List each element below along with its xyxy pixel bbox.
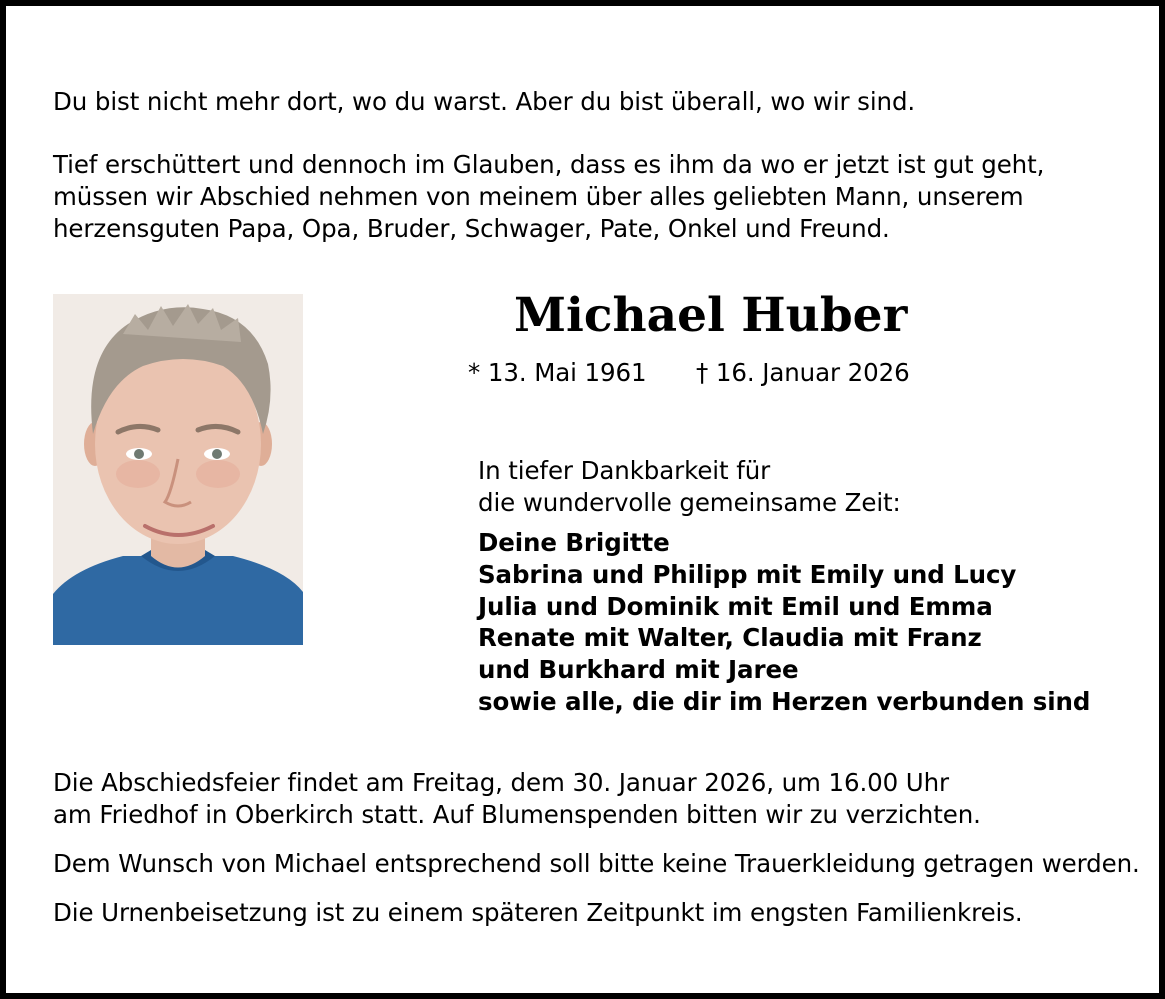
birth-date: * 13. Mai 1961 [468,358,647,387]
gratitude-line-2: die wundervolle gemeinsame Zeit: [478,488,901,517]
death-date: † 16. Januar 2026 [696,358,910,387]
burial-line: Die Urnenbeisetzung ist zu einem späteren Zeitpunkt im engsten Familienkreis. [53,898,1023,927]
ceremony-line-2: am Friedhof in Oberkirch statt. Auf Blumenspenden bitten wir zu verzichten. [53,800,981,829]
mourner-line: Julia und Dominik mit Emil und Emma [478,592,993,621]
wish-line: Dem Wunsch von Michael entsprechend soll bitte keine Trauerkleidung getragen werden. [53,849,1140,878]
quote: Du bist nicht mehr dort, wo du warst. Aber du bist überall, wo wir sind. [53,87,916,116]
ceremony-line-1: Die Abschiedsfeier findet am Freitag, dem 30. Januar 2026, um 16.00 Uhr [53,768,950,797]
portrait-illustration [53,294,303,645]
mourner-line: sowie alle, die dir im Herzen verbunden sind [478,687,1091,716]
deceased-name: Michael Huber [514,288,908,343]
portrait-photo [53,294,303,645]
mourner-line: Sabrina und Philipp mit Emily und Lucy [478,560,1017,589]
intro-line-2: müssen wir Abschied nehmen von meinem über alles geliebten Mann, unserem [53,182,1024,211]
gratitude-line-1: In tiefer Dankbarkeit für [478,456,771,485]
mourner-line: Renate mit Walter, Claudia mit Franz [478,623,982,652]
mourner-line: und Burkhard mit Jaree [478,655,799,684]
intro-line-1: Tief erschüttert und dennoch im Glauben, dass es ihm da wo er jetzt ist gut geht, [53,150,1045,179]
mourner-line: Deine Brigitte [478,528,670,557]
intro-line-3: herzensguten Papa, Opa, Bruder, Schwager, Pate, Onkel und Freund. [53,214,890,243]
